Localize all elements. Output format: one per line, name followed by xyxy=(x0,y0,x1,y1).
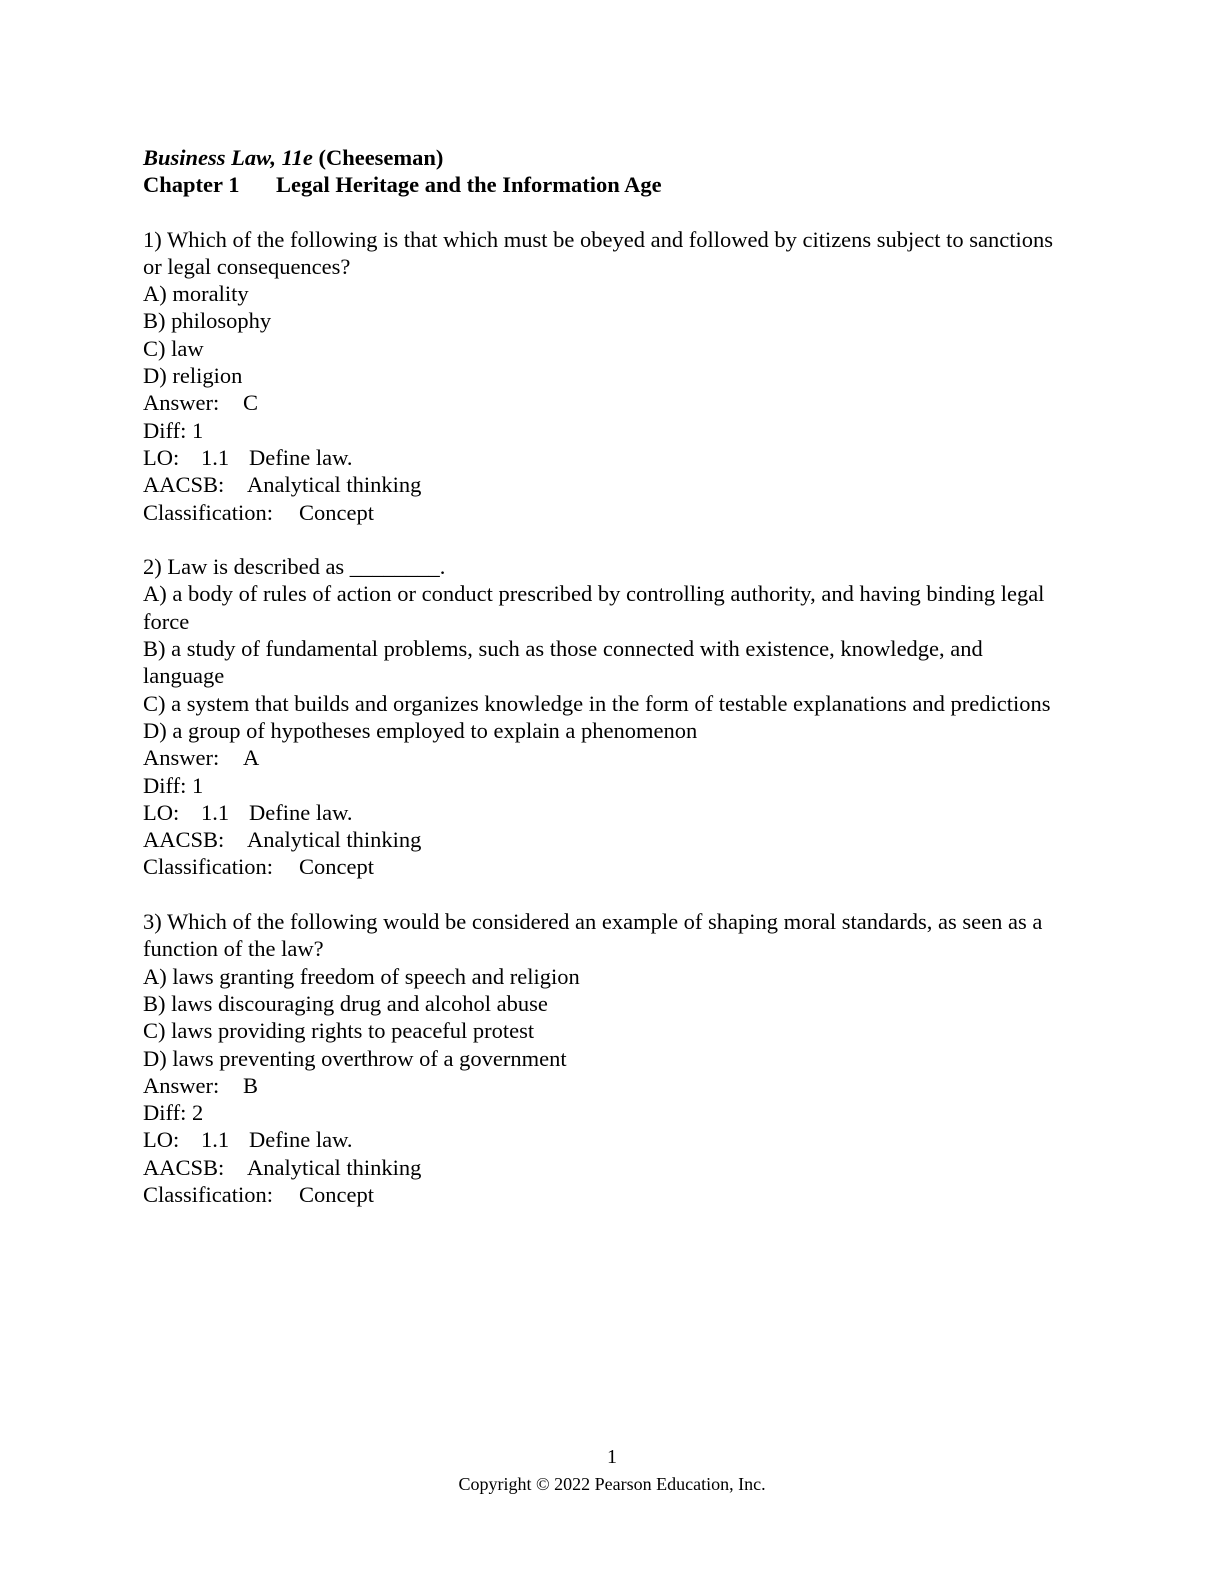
classification-value: Concept xyxy=(299,1181,374,1207)
option-a: A) morality xyxy=(143,281,249,307)
chapter-header xyxy=(143,171,1063,198)
classification-label: Classification: xyxy=(143,499,273,525)
option-c: C) law xyxy=(143,335,204,361)
option-c: C) laws providing rights to peaceful protest xyxy=(143,1018,535,1044)
option-b: B) a study of fundamental problems, such as those connected with existence, knowledge, and language xyxy=(143,636,983,689)
difficulty: Diff: 1 xyxy=(143,417,204,443)
lo-number: 1.1 xyxy=(201,444,230,470)
option-d: D) a group of hypotheses employed to explain a phenomenon xyxy=(143,717,698,743)
answer-label: Answer: xyxy=(143,745,220,771)
chapter-label: Chapter 1 xyxy=(143,172,240,198)
aacsb-line xyxy=(143,1154,1063,1181)
difficulty: Diff: 1 xyxy=(143,772,204,798)
question-2 xyxy=(143,553,1063,881)
aacsb-line xyxy=(143,471,1063,498)
lo-number: 1.1 xyxy=(201,1127,230,1153)
page-number: 1 xyxy=(607,1446,617,1468)
lo-text: Define law. xyxy=(249,799,353,825)
question-1 xyxy=(143,226,1063,526)
question-stem: 1) Which of the following is that which must be obeyed and followed by citizens subject to sanctions or legal consequences? xyxy=(143,226,1054,279)
book-author: (Cheeseman) xyxy=(318,145,444,170)
lo-text: Define law. xyxy=(249,1127,353,1153)
chapter-title: Legal Heritage and the Information Age xyxy=(276,172,662,198)
answer-line xyxy=(143,744,1063,771)
option-a: A) a body of rules of action or conduct prescribed by controlling authority, and having binding legal force xyxy=(143,581,1045,634)
lo-line xyxy=(143,799,1063,826)
lo-line xyxy=(143,1126,1063,1153)
option-b: B) philosophy xyxy=(143,308,272,334)
aacsb-value: Analytical thinking xyxy=(247,827,422,853)
answer-label: Answer: xyxy=(143,1072,220,1098)
answer-value: B xyxy=(243,1072,259,1098)
aacsb-label: AACSB: xyxy=(143,1154,225,1180)
option-c: C) a system that builds and organizes knowledge in the form of testable explanations and predictions xyxy=(143,690,1051,716)
classification-value: Concept xyxy=(299,499,374,525)
book-header xyxy=(143,144,1063,171)
classification-value: Concept xyxy=(299,854,374,880)
classification-line xyxy=(143,499,1063,526)
lo-label: LO: xyxy=(143,1127,180,1153)
classification-label: Classification: xyxy=(143,854,273,880)
lo-label: LO: xyxy=(143,444,180,470)
question-stem: 2) Law is described as ________. xyxy=(143,554,446,580)
option-d: D) laws preventing overthrow of a government xyxy=(143,1045,567,1071)
option-b: B) laws discouraging drug and alcohol abuse xyxy=(143,990,548,1016)
question-3 xyxy=(143,908,1063,1208)
book-title: Business Law, 11e xyxy=(143,145,313,170)
lo-text: Define law. xyxy=(249,444,353,470)
aacsb-label: AACSB: xyxy=(143,827,225,853)
answer-line xyxy=(143,1072,1063,1099)
aacsb-line xyxy=(143,826,1063,853)
document-body xyxy=(143,144,1063,1236)
classification-label: Classification: xyxy=(143,1181,273,1207)
aacsb-value: Analytical thinking xyxy=(247,1154,422,1180)
aacsb-label: AACSB: xyxy=(143,472,225,498)
lo-label: LO: xyxy=(143,799,180,825)
answer-value: C xyxy=(243,390,259,416)
option-d: D) religion xyxy=(143,363,243,389)
option-a: A) laws granting freedom of speech and religion xyxy=(143,963,580,989)
question-stem: 3) Which of the following would be considered an example of shaping moral standards, as seen as a function of the law? xyxy=(143,909,1043,962)
lo-number: 1.1 xyxy=(201,799,230,825)
classification-line xyxy=(143,1181,1063,1208)
copyright-notice: Copyright © 2022 Pearson Education, Inc. xyxy=(458,1474,766,1494)
difficulty: Diff: 2 xyxy=(143,1100,204,1126)
aacsb-value: Analytical thinking xyxy=(247,472,422,498)
answer-value: A xyxy=(243,745,260,771)
answer-line xyxy=(143,389,1063,416)
lo-line xyxy=(143,444,1063,471)
answer-label: Answer: xyxy=(143,390,220,416)
classification-line xyxy=(143,853,1063,880)
